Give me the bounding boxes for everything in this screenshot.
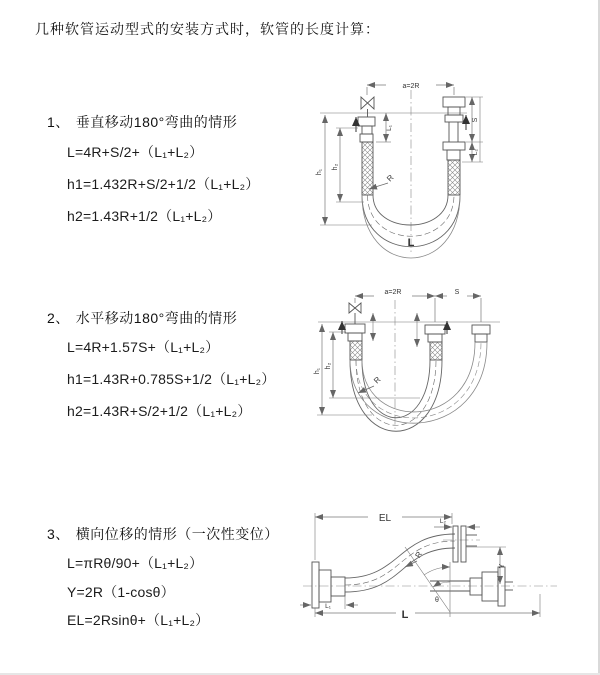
d1-length-label: L (407, 237, 415, 249)
d2-dim-s-label: S (454, 289, 460, 296)
middle-pipe (425, 325, 445, 360)
right-pipe (443, 97, 465, 195)
d1-dim-a2r-label: a=2R (402, 83, 420, 90)
section-2-number: 2、 (47, 310, 70, 326)
d2-radius-label: R (372, 375, 383, 386)
d3-radius-label: R (413, 549, 425, 560)
d3-dim-y-label: Y (499, 563, 506, 569)
d1-radius-label: R (385, 173, 396, 184)
d1-dim-s-label: S (472, 117, 479, 123)
page-title: 几种软管运动型式的安装方式时，软管的长度计算： (35, 21, 380, 37)
d1-dim-l1-label: L₁ (386, 125, 393, 131)
d1-dim-h2-label: h₂ (332, 163, 339, 171)
d2-dim-h2-label: h₂ (325, 362, 332, 370)
section-2-formula-h2: h2=1.43R+S/2+1/2（L₁+L₂） (67, 403, 252, 419)
section-1-title: 垂直移动180°弯曲的情形 (75, 114, 238, 130)
d2-dim-h1-label: h₁ (314, 367, 321, 375)
u-bend-hose (350, 360, 442, 431)
d2-dim-a2r-label: a=2R (384, 289, 402, 296)
section-1-number: 1、 (47, 114, 70, 130)
d1-dim-l2-label: L₂ (472, 148, 479, 156)
d3-angle-theta-label: θ (435, 597, 439, 604)
left-flange (312, 562, 345, 608)
d3-dim-l2-label: L₂ (439, 518, 447, 525)
section-3-formula-el: EL=2Rsinθ+（L₁+L₂） (67, 612, 210, 628)
angle-construction (405, 547, 450, 617)
d1-dim-h1-label: h₁ (316, 168, 323, 176)
diagram-lateral-displacement (300, 513, 557, 621)
section-1-formula-l: L=4R+S/2+（L₁+L₂） (67, 144, 204, 160)
section-3-title: 横向位移的情形（一次性变位） (75, 526, 279, 542)
diagram-vertical-bend (316, 83, 483, 258)
braided-hose-section (448, 160, 460, 195)
movement-arrow-up (342, 321, 447, 334)
section-1-formula-h2: h2=1.43R+1/2（L₁+L₂） (67, 208, 222, 224)
section-3-number: 3、 (47, 526, 70, 542)
d3-dim-l1-label: L₁ (325, 603, 331, 610)
braided-hose-section (350, 341, 362, 360)
valve-icon (349, 303, 361, 324)
section-2-formula-l: L=4R+1.57S+（L₁+L₂） (67, 339, 220, 355)
right-pipe-shifted (472, 325, 490, 342)
s-curve-hose (345, 534, 455, 592)
section-1-formula-h1: h1=1.432R+S/2+1/2（L₁+L₂） (67, 176, 260, 192)
diagram-horizontal-bend (314, 289, 500, 432)
left-pipe (345, 324, 365, 360)
left-pipe (358, 117, 375, 195)
u-bend-hose-shifted (350, 342, 487, 423)
valve-icon (361, 97, 374, 117)
section-2-formula-h1: h1=1.43R+0.785S+1/2（L₁+L₂） (67, 371, 276, 387)
braided-hose-section (362, 142, 373, 195)
d3-dim-el-label: EL (378, 513, 392, 524)
upper-flange (453, 526, 477, 562)
section-2-title: 水平移动180°弯曲的情形 (75, 310, 238, 326)
d3-length-label: L (401, 609, 409, 621)
section-3-formula-y: Y=2R（1-cosθ） (67, 584, 175, 600)
braided-hose-section (430, 342, 442, 360)
section-3-formula-l: L=πRθ/90+（L₁+L₂） (67, 555, 204, 571)
right-pipe-original (430, 567, 513, 606)
